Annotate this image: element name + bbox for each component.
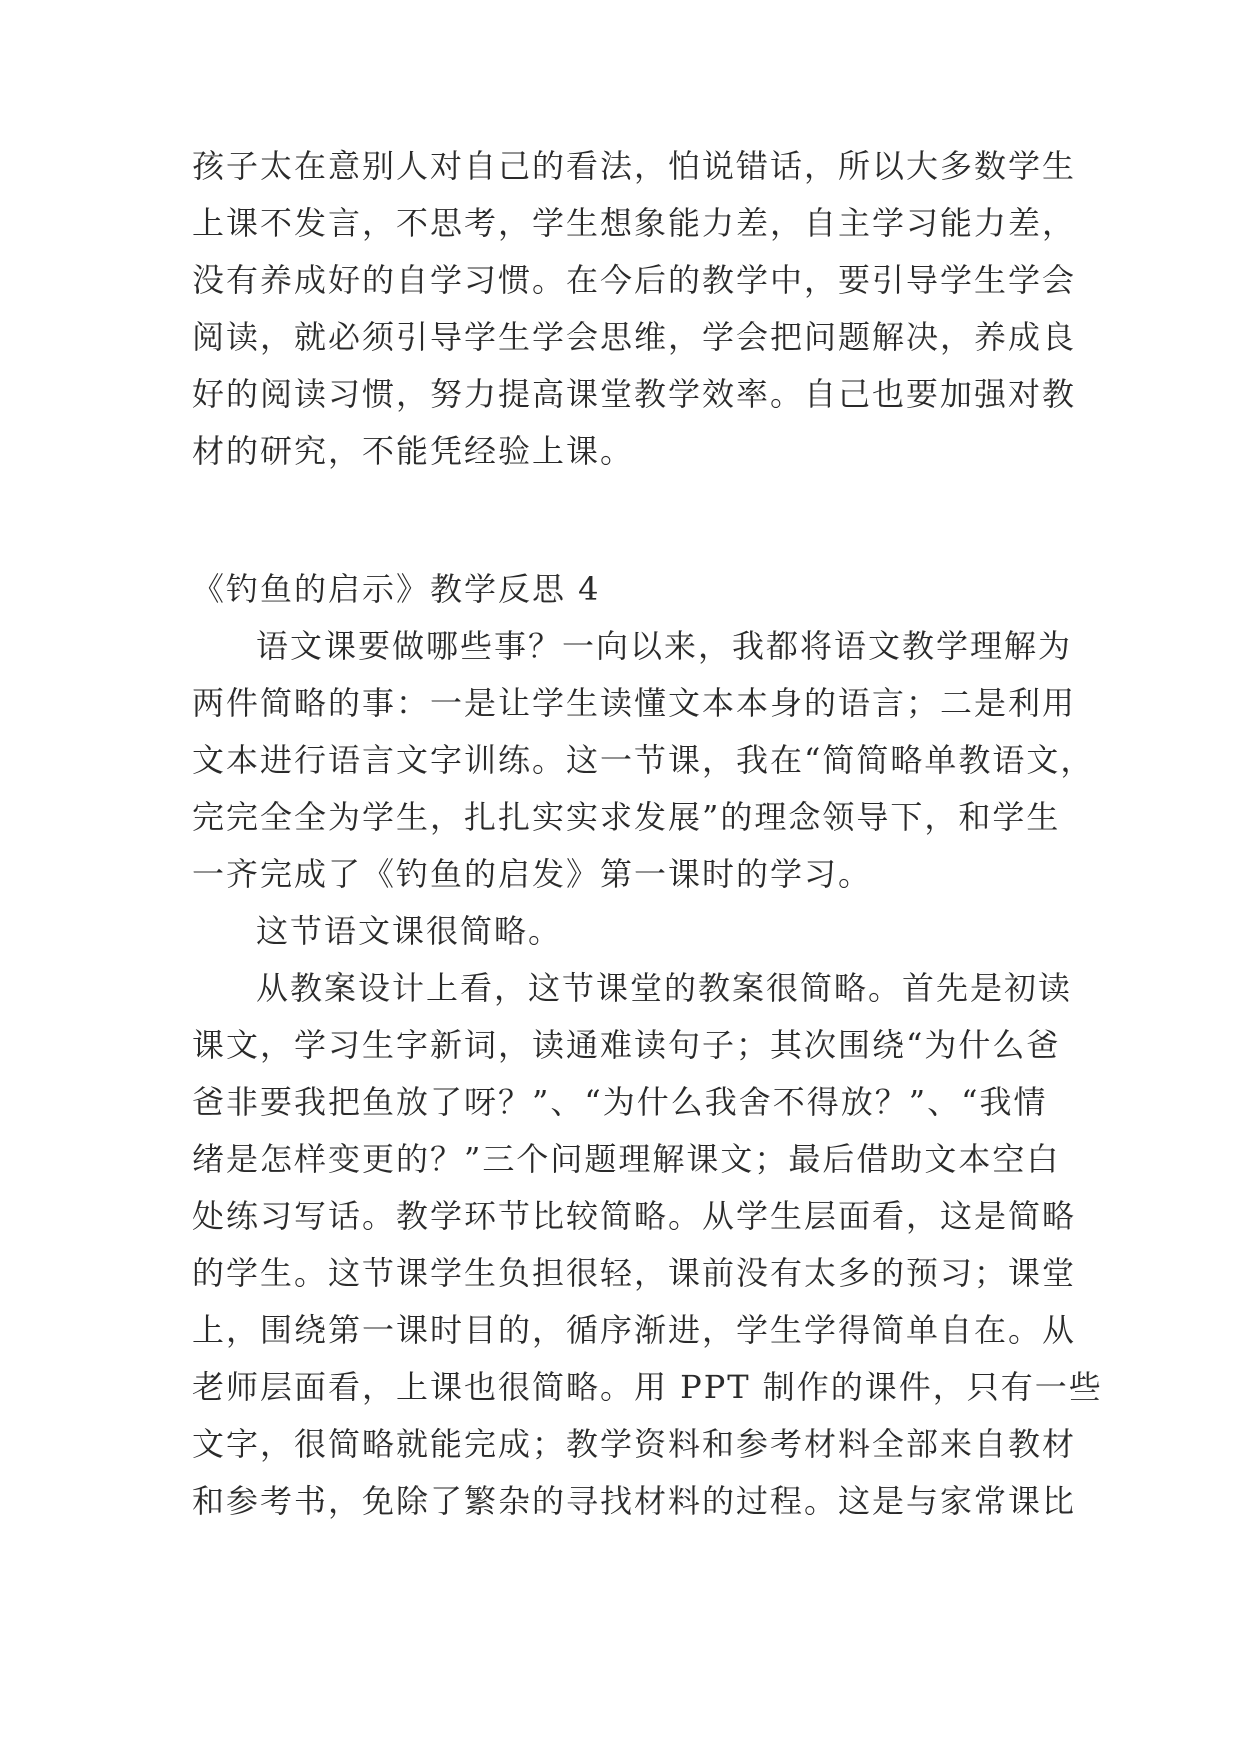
paragraph-line: 文字，很简略就能完成；教学资料和参考材料全部来自教材 bbox=[192, 1425, 1077, 1463]
section-heading: 《钓鱼的启示》教学反思 4 bbox=[192, 570, 601, 608]
paragraph-line: 一齐完成了《钓鱼的启发》第一课时的学习。 bbox=[192, 855, 873, 893]
paragraph-line: 从教案设计上看，这节课堂的教案很简略。首先是初读 bbox=[256, 969, 1073, 1007]
paragraph-line: 课文，学习生字新词，读通难读句子；其次围绕“为什么爸 bbox=[192, 1026, 1061, 1064]
paragraph-line: 这节语文课很简略。 bbox=[256, 912, 563, 950]
paragraph-line: 文本进行语言文字训练。这一节课，我在“简简略单教语文， bbox=[192, 741, 1095, 779]
paragraph-line: 绪是怎样变更的？”三个问题理解课文；最后借助文本空白 bbox=[192, 1140, 1061, 1178]
paragraph-line: 材的研究，不能凭经验上课。 bbox=[192, 432, 635, 470]
paragraph-line: 孩子太在意别人对自己的看法，怕说错话，所以大多数学生 bbox=[192, 147, 1077, 185]
paragraph-line: 没有养成好的自学习惯。在今后的教学中，要引导学生学会 bbox=[192, 261, 1077, 299]
paragraph-line: 老师层面看，上课也很简略。用 PPT 制作的课件，只有一些 bbox=[192, 1368, 1103, 1406]
paragraph-line: 语文课要做哪些事？一向以来，我都将语文教学理解为 bbox=[256, 627, 1073, 665]
paragraph-line: 上，围绕第一课时目的，循序渐进，学生学得简单自在。从 bbox=[192, 1311, 1077, 1349]
paragraph-line: 阅读，就必须引导学生学会思维，学会把问题解决，养成良 bbox=[192, 318, 1077, 356]
paragraph-line: 两件简略的事：一是让学生读懂文本本身的语言；二是利用 bbox=[192, 684, 1077, 722]
paragraph-line: 处练习写话。教学环节比较简略。从学生层面看，这是简略 bbox=[192, 1197, 1077, 1235]
paragraph-line: 和参考书，免除了繁杂的寻找材料的过程。这是与家常课比 bbox=[192, 1482, 1077, 1520]
paragraph-line: 的学生。这节课学生负担很轻，课前没有太多的预习；课堂 bbox=[192, 1254, 1077, 1292]
paragraph-line: 上课不发言，不思考，学生想象能力差，自主学习能力差， bbox=[192, 204, 1077, 242]
paragraph-line: 好的阅读习惯，努力提高课堂教学效率。自己也要加强对教 bbox=[192, 375, 1077, 413]
paragraph-line: 完完全全为学生，扎扎实实求发展”的理念领导下，和学生 bbox=[192, 798, 1061, 836]
paragraph-line: 爸非要我把鱼放了呀？”、“为什么我舍不得放？”、“我情 bbox=[192, 1083, 1048, 1121]
